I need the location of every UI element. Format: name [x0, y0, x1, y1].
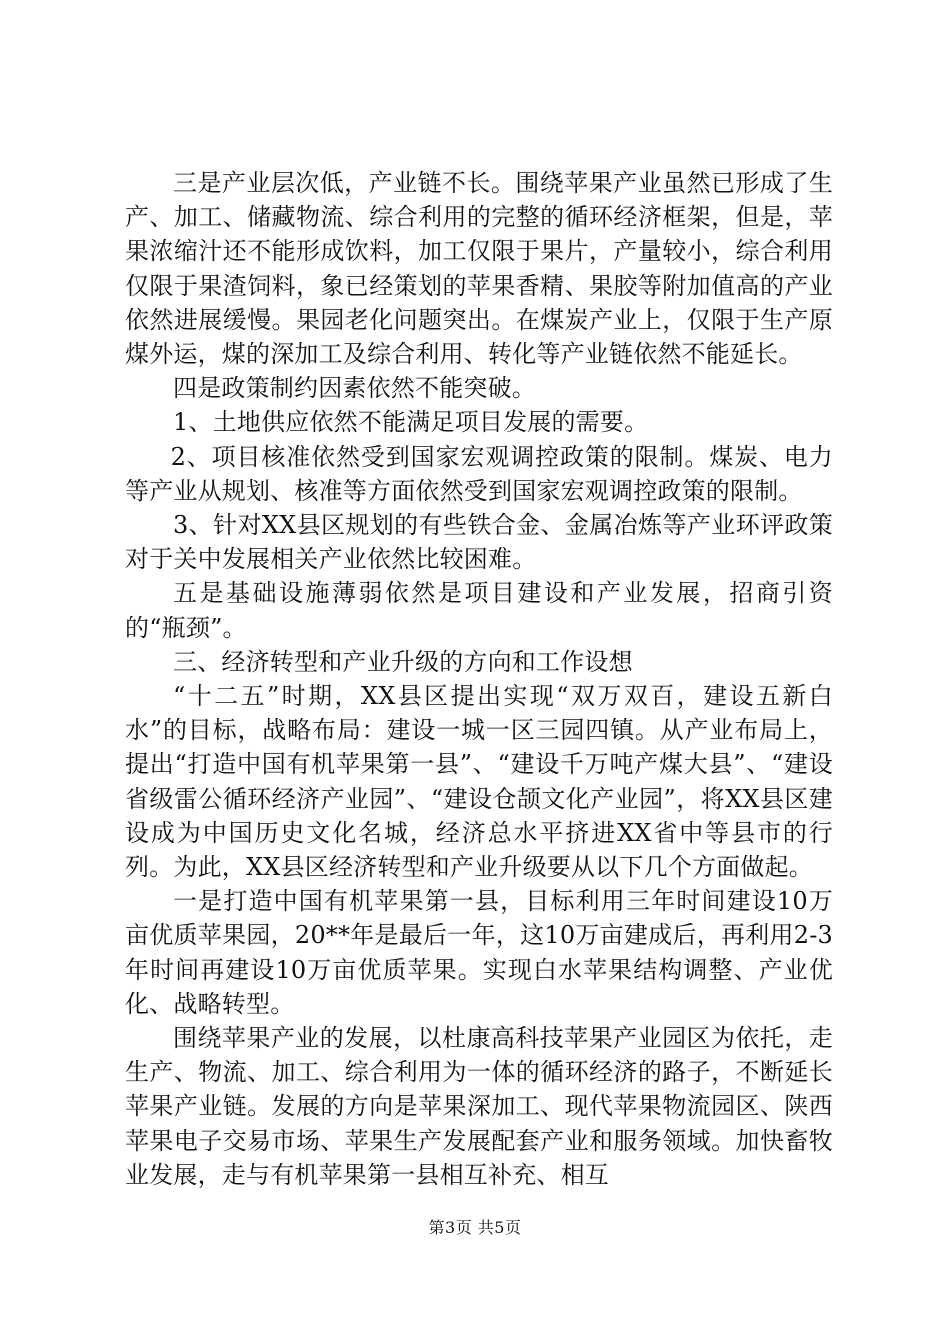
page-footer: 第3页 共5页: [428, 1218, 522, 1237]
paragraph-environmental-policy: 3、针对XX县区规划的有些铁合金、金属冶炼等产业环评政策对于关中发展相关产业依然比较困难。: [125, 511, 833, 574]
paragraph-industry-level: 三是产业层次低，产业链不长。围绕苹果产业虽然已形成了生产、加工、储藏物流、综合利用的完整的循环经济框架，但是，苹果浓缩汁还不能形成饮料，加工仅限于果片，产量较小，综合利用仅限于果渣饲料，象已经策划的苹果香精、果胶等附加值高的产业依然进展缓慢。果园老化问题突出。在煤炭产业上，仅限于生产原煤外运，煤的深加工及综合利用、转化等产业链依然不能延长。: [125, 169, 833, 369]
paragraph-policy-constraints: 四是政策制约因素依然不能突破。: [173, 374, 536, 403]
paragraph-land-supply: 1、土地供应依然不能满足项目发展的需要。: [173, 408, 649, 437]
paragraph-organic-apple-county: 一是打造中国有机苹果第一县，目标利用三年时间建设10万亩优质苹果园，20**年是最后一年，这10万亩建成后，再利用2-3年时间再建设10万亩优质苹果。实现白水苹果结构调整、产业优化、战略转型。: [125, 887, 833, 1018]
paragraph-project-approval: 2、项目核准依然受到国家宏观调控政策的限制。煤炭、电力等产业从规划、核准等方面依然受到国家宏观调控政策的限制。: [125, 442, 833, 505]
paragraph-five-year-plan: “十二五”时期，XX县区提出实现“双万双百，建设五新白水”的目标，战略布局：建设一城一区三园四镇。从产业布局上，提出“打造中国有机苹果第一县”、“建设千万吨产煤大县”、“建设省级雷公循环经济产业园”、“建设仓颉文化产业园”，将XX县区建设成为中国历史文化名城，经济总水平挤进XX省中等县市的行列。为此，XX县区经济转型和产业升级要从以下几个方面做起。: [125, 682, 833, 882]
paragraph-apple-industry-development: 围绕苹果产业的发展，以杜康高科技苹果产业园区为依托，走生产、物流、加工、综合利用为一体的循环经济的路子，不断延长苹果产业链。发展的方向是苹果深加工、现代苹果物流园区、陕西苹果电子交易市场、苹果生产发展配套产业和服务领域。加快畜牧业发展，走与有机苹果第一县相互补充、相互: [125, 1024, 833, 1189]
document-body: [125, 166, 833, 1192]
paragraph-infrastructure: 五是基础设施薄弱依然是项目建设和产业发展，招商引资的“瓶颈”。: [125, 579, 833, 642]
section-heading-transformation: 三、经济转型和产业升级的方向和工作设想: [173, 647, 633, 676]
